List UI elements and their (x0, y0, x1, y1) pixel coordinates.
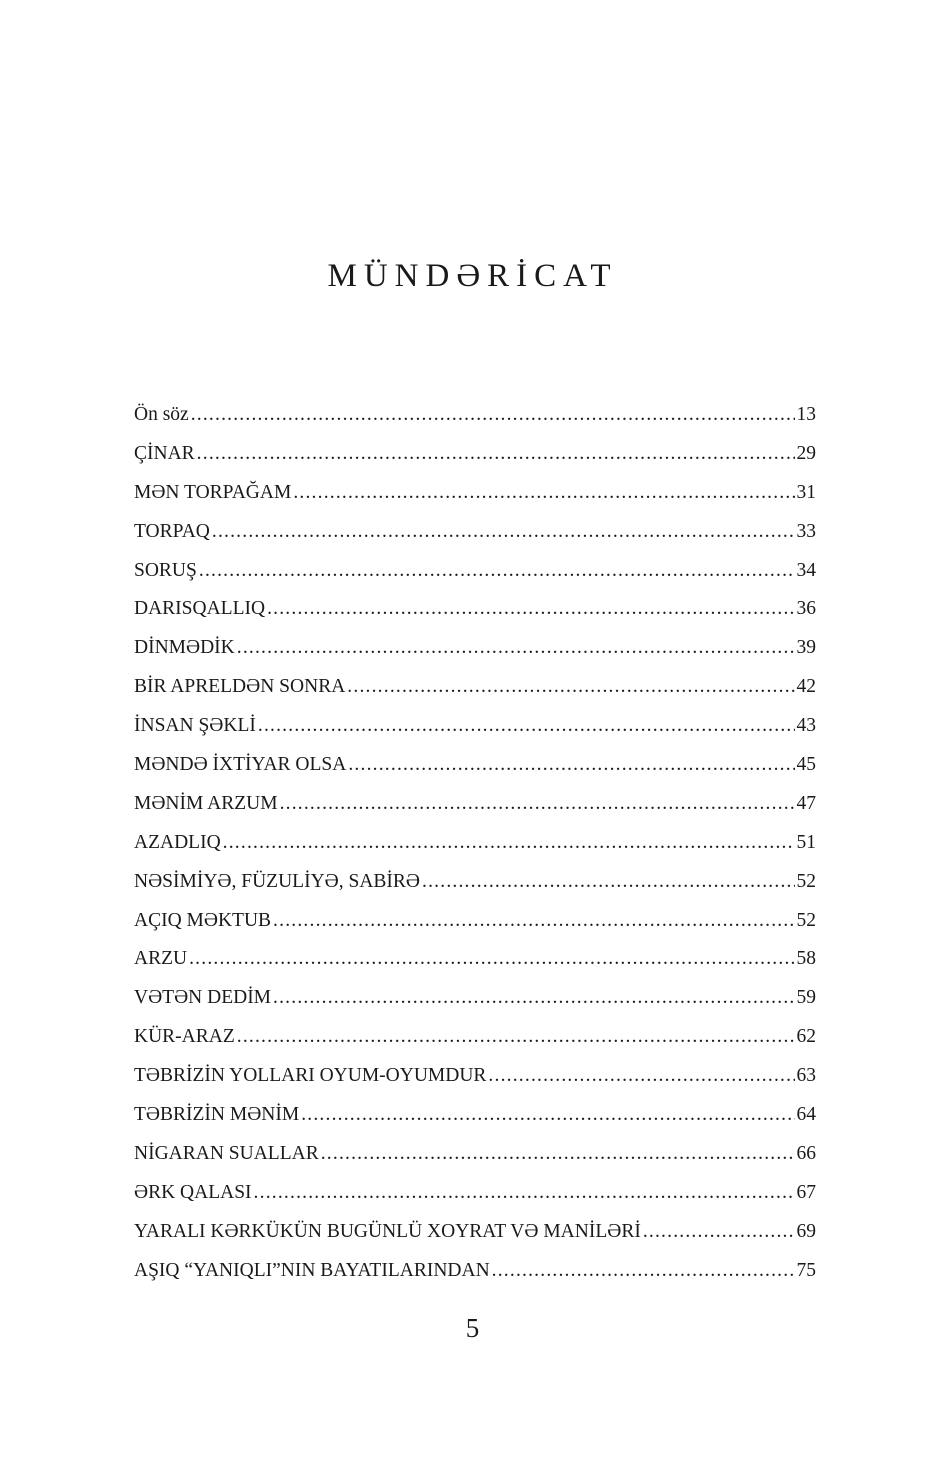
toc-entry-title: Ön söz (134, 404, 189, 425)
toc-entry (134, 707, 816, 746)
toc-entry-title: TƏBRİZİN MƏNİM (134, 1104, 300, 1126)
table-of-contents (134, 396, 816, 1290)
toc-entry (134, 590, 816, 629)
toc-entry (134, 629, 816, 668)
dot-leader (189, 940, 794, 979)
toc-entry (134, 668, 816, 707)
toc-entry-title: AŞIQ “YANIQLI”NIN BAYATILARINDAN (134, 1259, 490, 1281)
toc-entry (134, 1018, 816, 1057)
toc-entry-page: 36 (796, 598, 816, 620)
dot-leader (273, 979, 794, 1018)
toc-entry-title: AZADLIQ (134, 831, 221, 853)
toc-entry-title: BİR APRELDƏN SONRA (134, 676, 346, 698)
toc-entry-page: 31 (796, 481, 816, 503)
dot-leader (321, 1135, 795, 1174)
toc-entry (134, 979, 816, 1018)
toc-entry (134, 785, 816, 824)
toc-entry-title: DARISQALLIQ (134, 598, 266, 620)
toc-entry-page: 63 (796, 1065, 816, 1087)
toc-entry-page: 13 (796, 404, 816, 425)
dot-leader (223, 824, 795, 863)
dot-leader (347, 668, 794, 707)
dot-leader (273, 902, 794, 941)
dot-leader (199, 552, 795, 591)
toc-entry (134, 474, 816, 513)
page-title: MÜNDƏRİCAT (327, 258, 618, 295)
dot-leader (237, 629, 795, 668)
page-number: 5 (465, 1313, 480, 1343)
toc-entry-page: 52 (796, 870, 816, 892)
toc-entry-title: NƏSİMİYƏ, FÜZULİYƏ, SABİRƏ (134, 870, 421, 892)
toc-entry (134, 863, 816, 902)
toc-entry-page: 69 (796, 1220, 816, 1242)
toc-entry-page: 45 (796, 754, 816, 776)
toc-entry (134, 513, 816, 552)
toc-entry (134, 552, 816, 591)
toc-entry-title: MƏNİM ARZUM (134, 792, 278, 814)
dot-leader (237, 1018, 795, 1057)
dot-leader (280, 785, 795, 824)
toc-entry (134, 902, 816, 941)
toc-entry-page: 62 (796, 1026, 816, 1048)
toc-entry-title: AÇIQ MƏKTUB (134, 909, 272, 931)
toc-entry-page: 75 (796, 1259, 816, 1281)
toc-entry-page: 59 (796, 987, 816, 1009)
dot-leader (422, 863, 794, 902)
dot-leader (254, 1174, 795, 1213)
toc-entry-page: 33 (796, 520, 816, 542)
toc-entry-page: 67 (796, 1181, 816, 1203)
dot-leader (488, 1057, 794, 1096)
toc-entry-title: MƏN TORPAĞAM (134, 481, 292, 503)
dot-leader (643, 1213, 795, 1252)
dot-leader (293, 474, 794, 513)
toc-entry (134, 1135, 816, 1174)
toc-entry (134, 746, 816, 785)
dot-leader (301, 1096, 794, 1135)
toc-entry-title: SORUŞ (134, 559, 197, 581)
toc-entry-page: 39 (796, 637, 816, 659)
dot-leader (348, 746, 794, 785)
toc-entry-title: TƏBRİZİN YOLLARI OYUM-OYUMDUR (134, 1065, 487, 1087)
toc-entry (134, 396, 816, 435)
toc-entry-title: MƏNDƏ İXTİYAR OLSA (134, 754, 347, 776)
toc-entry (134, 1213, 816, 1252)
toc-entry-title: DİNMƏDİK (134, 637, 235, 659)
toc-entry (134, 824, 816, 863)
toc-entry-title: İNSAN ŞƏKLİ (134, 715, 256, 737)
toc-entry-page: 52 (796, 909, 816, 931)
toc-entry-title: TORPAQ (134, 520, 210, 542)
toc-entry-title: YARALI KƏRKÜKÜN BUGÜNLÜ XOYRAT VƏ MANİLƏRİ (134, 1220, 641, 1242)
toc-entry (134, 1057, 816, 1096)
toc-entry (134, 940, 816, 979)
toc-entry-page: 29 (796, 442, 816, 464)
toc-entry-page: 34 (796, 559, 816, 581)
dot-leader (258, 707, 795, 746)
toc-entry-page: 64 (796, 1104, 816, 1126)
dot-leader (197, 435, 795, 474)
toc-entry (134, 1096, 816, 1135)
toc-entry-title: KÜR-ARAZ (134, 1026, 235, 1048)
toc-entry (134, 1252, 816, 1291)
dot-leader (212, 513, 795, 552)
toc-entry-title: ÇİNAR (134, 442, 195, 464)
toc-entry-title: VƏTƏN DEDİM (134, 987, 272, 1009)
toc-entry-title: ARZU (134, 948, 188, 970)
toc-entry-page: 47 (796, 792, 816, 814)
dot-leader (492, 1252, 795, 1291)
dot-leader (267, 590, 794, 629)
dot-leader (191, 396, 795, 435)
toc-entry-page: 43 (796, 715, 816, 737)
toc-entry-page: 51 (796, 831, 816, 853)
toc-entry (134, 435, 816, 474)
toc-entry (134, 1174, 816, 1213)
toc-entry-page: 58 (796, 948, 816, 970)
toc-entry-title: ƏRK QALASI (134, 1181, 252, 1203)
toc-entry-page: 42 (796, 676, 816, 698)
toc-entry-page: 66 (796, 1142, 816, 1164)
toc-entry-title: NİGARAN SUALLAR (134, 1142, 319, 1164)
